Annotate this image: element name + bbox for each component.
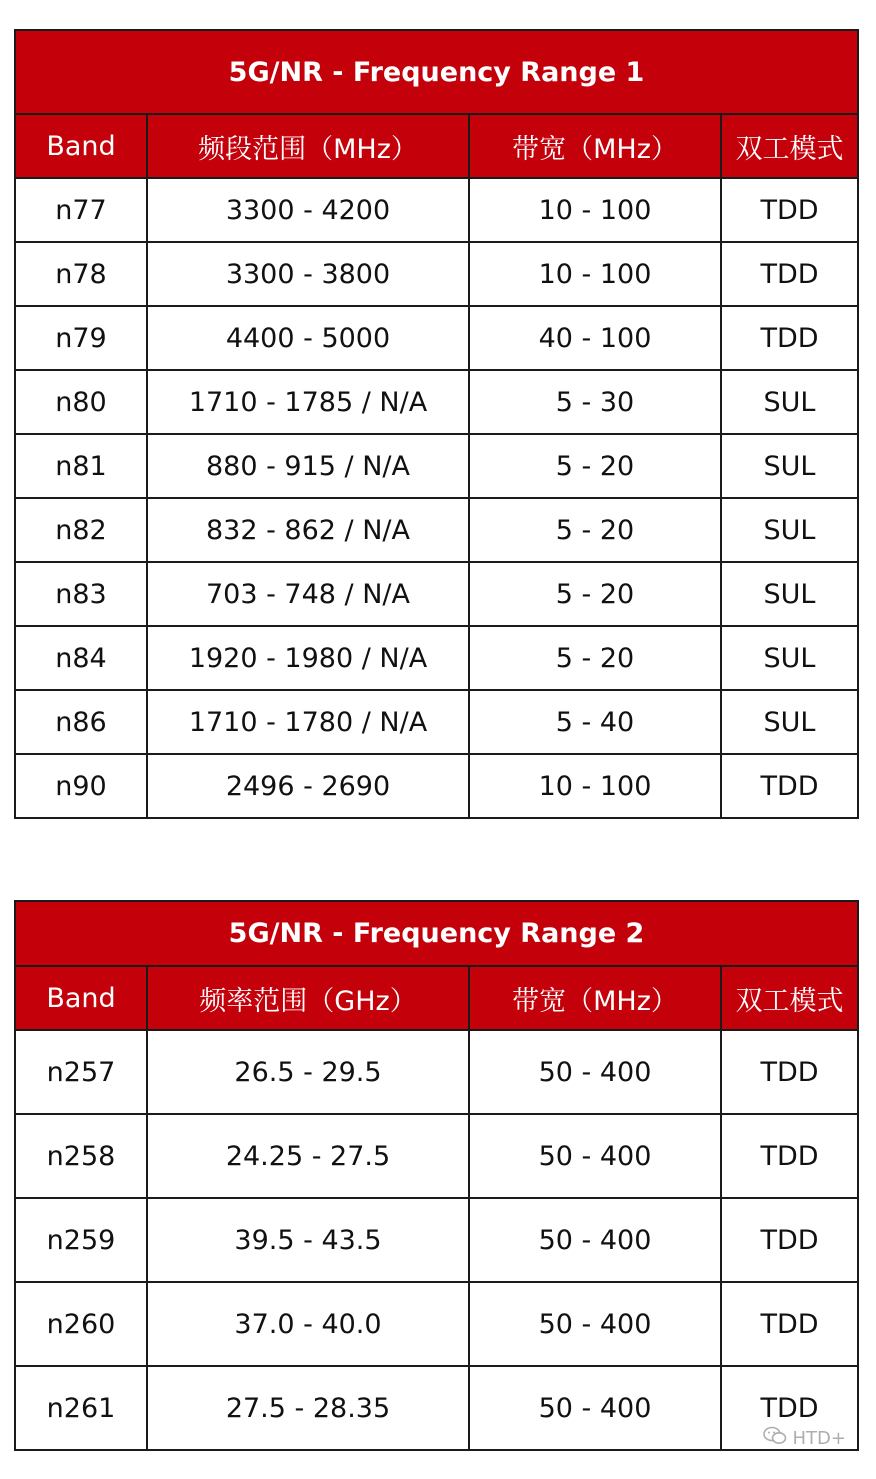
bandwidth-cell: 50 - 400 bbox=[469, 1198, 721, 1282]
column-header-duplex-mode: 双工模式 bbox=[721, 966, 858, 1030]
table-header-row bbox=[15, 966, 858, 1030]
duplex-mode-cell: TDD bbox=[721, 754, 858, 818]
table-row bbox=[15, 498, 858, 562]
table-row bbox=[15, 1282, 858, 1366]
table-row bbox=[15, 1030, 858, 1114]
duplex-mode-cell: SUL bbox=[721, 498, 858, 562]
band-cell: n84 bbox=[15, 626, 147, 690]
column-header-bandwidth: 带宽（MHz） bbox=[469, 966, 721, 1030]
bandwidth-cell: 50 - 400 bbox=[469, 1030, 721, 1114]
frequency-range-cell: 3300 - 3800 bbox=[147, 242, 469, 306]
band-cell: n81 bbox=[15, 434, 147, 498]
bandwidth-cell: 40 - 100 bbox=[469, 306, 721, 370]
duplex-mode-cell: TDD bbox=[721, 1282, 858, 1366]
table-row bbox=[15, 690, 858, 754]
frequency-range-cell: 1920 - 1980 / N/A bbox=[147, 626, 469, 690]
band-cell: n86 bbox=[15, 690, 147, 754]
bandwidth-cell: 5 - 30 bbox=[469, 370, 721, 434]
table-row bbox=[15, 178, 858, 242]
duplex-mode-cell: TDD bbox=[721, 1198, 858, 1282]
column-header-band: Band bbox=[15, 114, 147, 178]
table-row bbox=[15, 1114, 858, 1198]
band-cell: n258 bbox=[15, 1114, 147, 1198]
frequency-range-cell: 27.5 - 28.35 bbox=[147, 1366, 469, 1450]
band-cell: n80 bbox=[15, 370, 147, 434]
duplex-mode-cell: TDD bbox=[721, 1366, 858, 1450]
frequency-range-cell: 3300 - 4200 bbox=[147, 178, 469, 242]
column-header-bandwidth: 带宽（MHz） bbox=[469, 114, 721, 178]
bandwidth-cell: 5 - 20 bbox=[469, 562, 721, 626]
wechat-icon bbox=[763, 1426, 787, 1451]
bandwidth-cell: 50 - 400 bbox=[469, 1366, 721, 1450]
frequency-range-cell: 39.5 - 43.5 bbox=[147, 1198, 469, 1282]
table-title: 5G/NR - Frequency Range 1 bbox=[15, 30, 858, 114]
table-header-row bbox=[15, 114, 858, 178]
table-row bbox=[15, 434, 858, 498]
table-row bbox=[15, 306, 858, 370]
bandwidth-cell: 50 - 400 bbox=[469, 1282, 721, 1366]
frequency-range-cell: 26.5 - 29.5 bbox=[147, 1030, 469, 1114]
band-cell: n257 bbox=[15, 1030, 147, 1114]
table-row bbox=[15, 626, 858, 690]
table-row bbox=[15, 242, 858, 306]
duplex-mode-cell: TDD bbox=[721, 306, 858, 370]
frequency-range-cell: 37.0 - 40.0 bbox=[147, 1282, 469, 1366]
table-title-row bbox=[15, 901, 858, 966]
bandwidth-cell: 5 - 40 bbox=[469, 690, 721, 754]
duplex-mode-cell: TDD bbox=[721, 178, 858, 242]
duplex-mode-cell: SUL bbox=[721, 690, 858, 754]
frequency-range-cell: 1710 - 1780 / N/A bbox=[147, 690, 469, 754]
column-header-frequency-range: 频段范围（MHz） bbox=[147, 114, 469, 178]
frequency-range-cell: 1710 - 1785 / N/A bbox=[147, 370, 469, 434]
bandwidth-cell: 50 - 400 bbox=[469, 1114, 721, 1198]
band-cell: n77 bbox=[15, 178, 147, 242]
table-title-row bbox=[15, 30, 858, 114]
frequency-range-cell: 832 - 862 / N/A bbox=[147, 498, 469, 562]
band-cell: n78 bbox=[15, 242, 147, 306]
frequency-range-cell: 880 - 915 / N/A bbox=[147, 434, 469, 498]
band-cell: n90 bbox=[15, 754, 147, 818]
bandwidth-cell: 10 - 100 bbox=[469, 754, 721, 818]
band-cell: n259 bbox=[15, 1198, 147, 1282]
duplex-mode-cell: TDD bbox=[721, 242, 858, 306]
table-row bbox=[15, 1198, 858, 1282]
table-row bbox=[15, 370, 858, 434]
frequency-range-1-table bbox=[14, 29, 859, 819]
column-header-frequency-range: 频率范围（GHz） bbox=[147, 966, 469, 1030]
frequency-range-2-table bbox=[14, 900, 859, 1451]
duplex-mode-cell: SUL bbox=[721, 626, 858, 690]
table-row bbox=[15, 754, 858, 818]
bandwidth-cell: 5 - 20 bbox=[469, 498, 721, 562]
duplex-mode-cell: SUL bbox=[721, 562, 858, 626]
duplex-mode-cell: SUL bbox=[721, 434, 858, 498]
band-cell: n82 bbox=[15, 498, 147, 562]
band-cell: n261 bbox=[15, 1366, 147, 1450]
duplex-mode-cell: TDD bbox=[721, 1030, 858, 1114]
bandwidth-cell: 10 - 100 bbox=[469, 178, 721, 242]
frequency-range-cell: 703 - 748 / N/A bbox=[147, 562, 469, 626]
table-title: 5G/NR - Frequency Range 2 bbox=[15, 901, 858, 966]
frequency-range-cell: 24.25 - 27.5 bbox=[147, 1114, 469, 1198]
table-row bbox=[15, 562, 858, 626]
duplex-mode-cell: TDD bbox=[721, 1114, 858, 1198]
column-header-duplex-mode: 双工模式 bbox=[721, 114, 858, 178]
bandwidth-cell: 10 - 100 bbox=[469, 242, 721, 306]
frequency-range-cell: 2496 - 2690 bbox=[147, 754, 469, 818]
band-cell: n79 bbox=[15, 306, 147, 370]
bandwidth-cell: 5 - 20 bbox=[469, 626, 721, 690]
duplex-mode-cell: SUL bbox=[721, 370, 858, 434]
watermark bbox=[763, 1426, 846, 1451]
frequency-range-cell: 4400 - 5000 bbox=[147, 306, 469, 370]
watermark-text: HTD+ bbox=[792, 1428, 846, 1449]
band-cell: n83 bbox=[15, 562, 147, 626]
band-cell: n260 bbox=[15, 1282, 147, 1366]
column-header-band: Band bbox=[15, 966, 147, 1030]
table-row bbox=[15, 1366, 858, 1450]
bandwidth-cell: 5 - 20 bbox=[469, 434, 721, 498]
